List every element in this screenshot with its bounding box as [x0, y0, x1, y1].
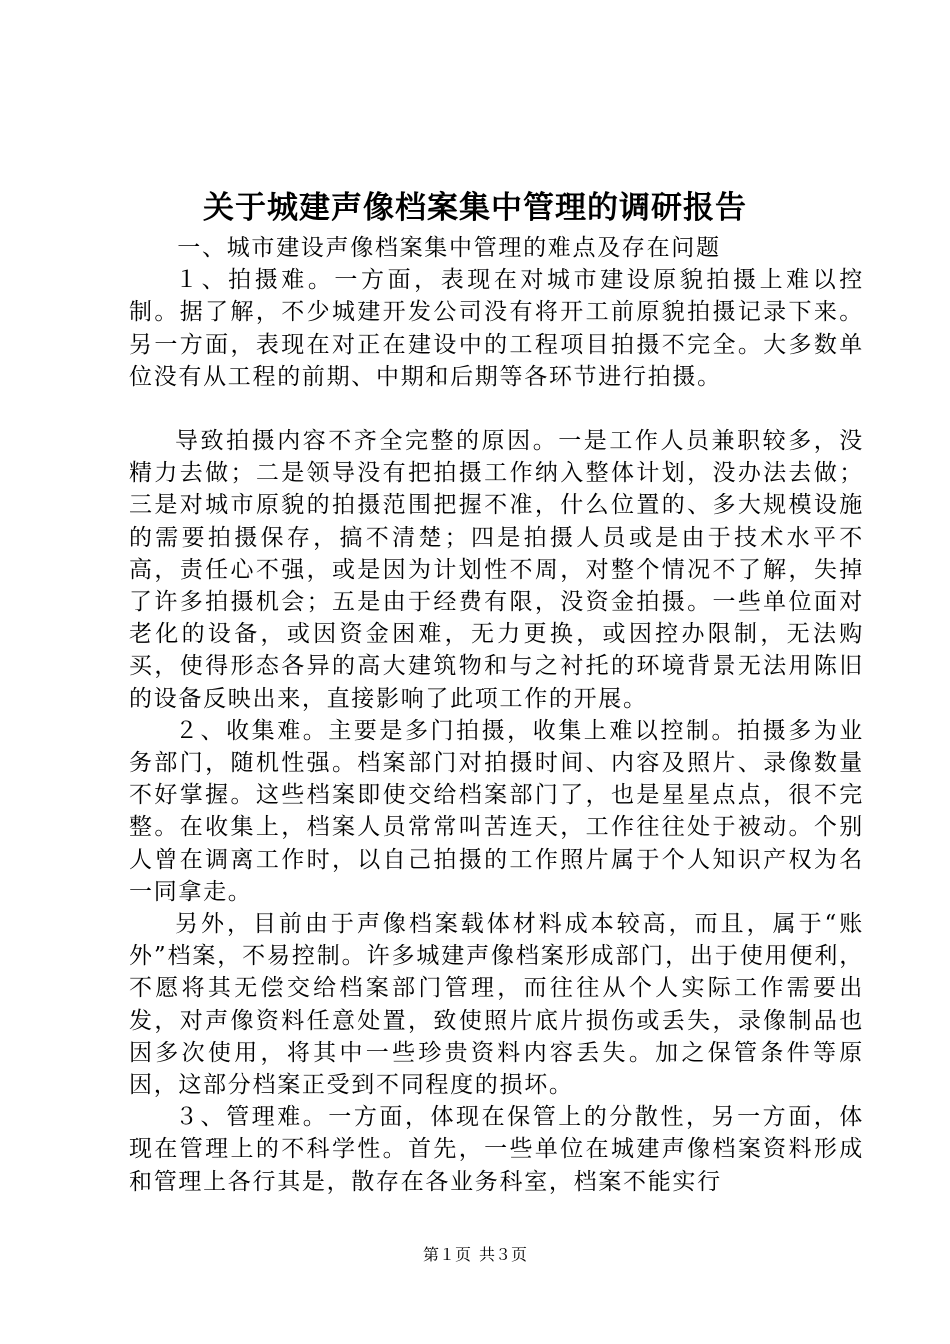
paragraph-collection-difficulty: ２、收集难。主要是多门拍摄，收集上难以控制。拍摄多为业务部门，随机性强。档案部门对拍摄时间、内容及照片、录像数量不好掌握。这些档案即使交给档案部门了，也是星星点点，很不完整。在收集上，档案人员常常叫苦连天，工作往往处于被动。个别人曾在调离工作时，以自己拍摄的工作照片属于个人知识产权为名一同拿走。: [129, 717, 864, 905]
paragraph-collection-additional: 另外，目前由于声像档案载体材料成本较高，而且，属于“账外”档案，不易控制。许多城建声像档案形成部门，出于使用便利，不愿将其无偿交给档案部门管理，而往往从个人实际工作需要出发，对声像资料任意处置，致使照片底片损伤或丢失，录像制品也因多次使用，将其中一些珍贵资料内容丢失。加之保管条件等原因，这部分档案正受到不同程度的损坏。: [129, 911, 864, 1099]
page-number: 第１页: [422, 1245, 471, 1264]
paragraph-management-difficulty: ３、管理难。一方面，体现在保管上的分散性，另一方面，体现在管理上的不科学性。首先，一些单位在城建声像档案资料形成和管理上各行其是，散存在各业务科室，档案不能实行: [129, 1104, 864, 1195]
document-body: [129, 232, 864, 1198]
paragraph-shooting-causes: 导致拍摄内容不齐全完整的原因。一是工作人员兼职较多，没精力去做；二是领导没有把拍摄工作纳入整体计划，没办法去做；三是对城市原貌的拍摄范围把握不准，什么位置的、多大规模设施的需要拍摄保存，搞不清楚；四是拍摄人员或是由于技术水平不高，责任心不强，或是因为计划性不周，对整个情况不了解，失掉了许多拍摄机会；五是由于经费有限，没资金拍摄。一些单位面对老化的设备，或因资金困难，无力更换，或因控办限制，无法购买，使得形态各异的高大建筑物和与之衬托的环境背景无法用陈旧的设备反映出来，直接影响了此项工作的开展。: [129, 428, 864, 712]
section-heading: 一、城市建设声像档案集中管理的难点及存在问题: [177, 235, 721, 261]
paragraph-shooting-difficulty: １、拍摄难。一方面，表现在对城市建设原貌拍摄上难以控制。据了解，不少城建开发公司没有将开工前原貌拍摄记录下来。另一方面，表现在对正在建设中的工程项目拍摄不完全。大多数单位没有从工程的前期、中期和后期等各环节进行拍摄。: [129, 267, 864, 390]
page-total: 共３页: [479, 1245, 528, 1264]
page-footer: [0, 1245, 950, 1265]
document-title: 关于城建声像档案集中管理的调研报告: [203, 190, 747, 226]
